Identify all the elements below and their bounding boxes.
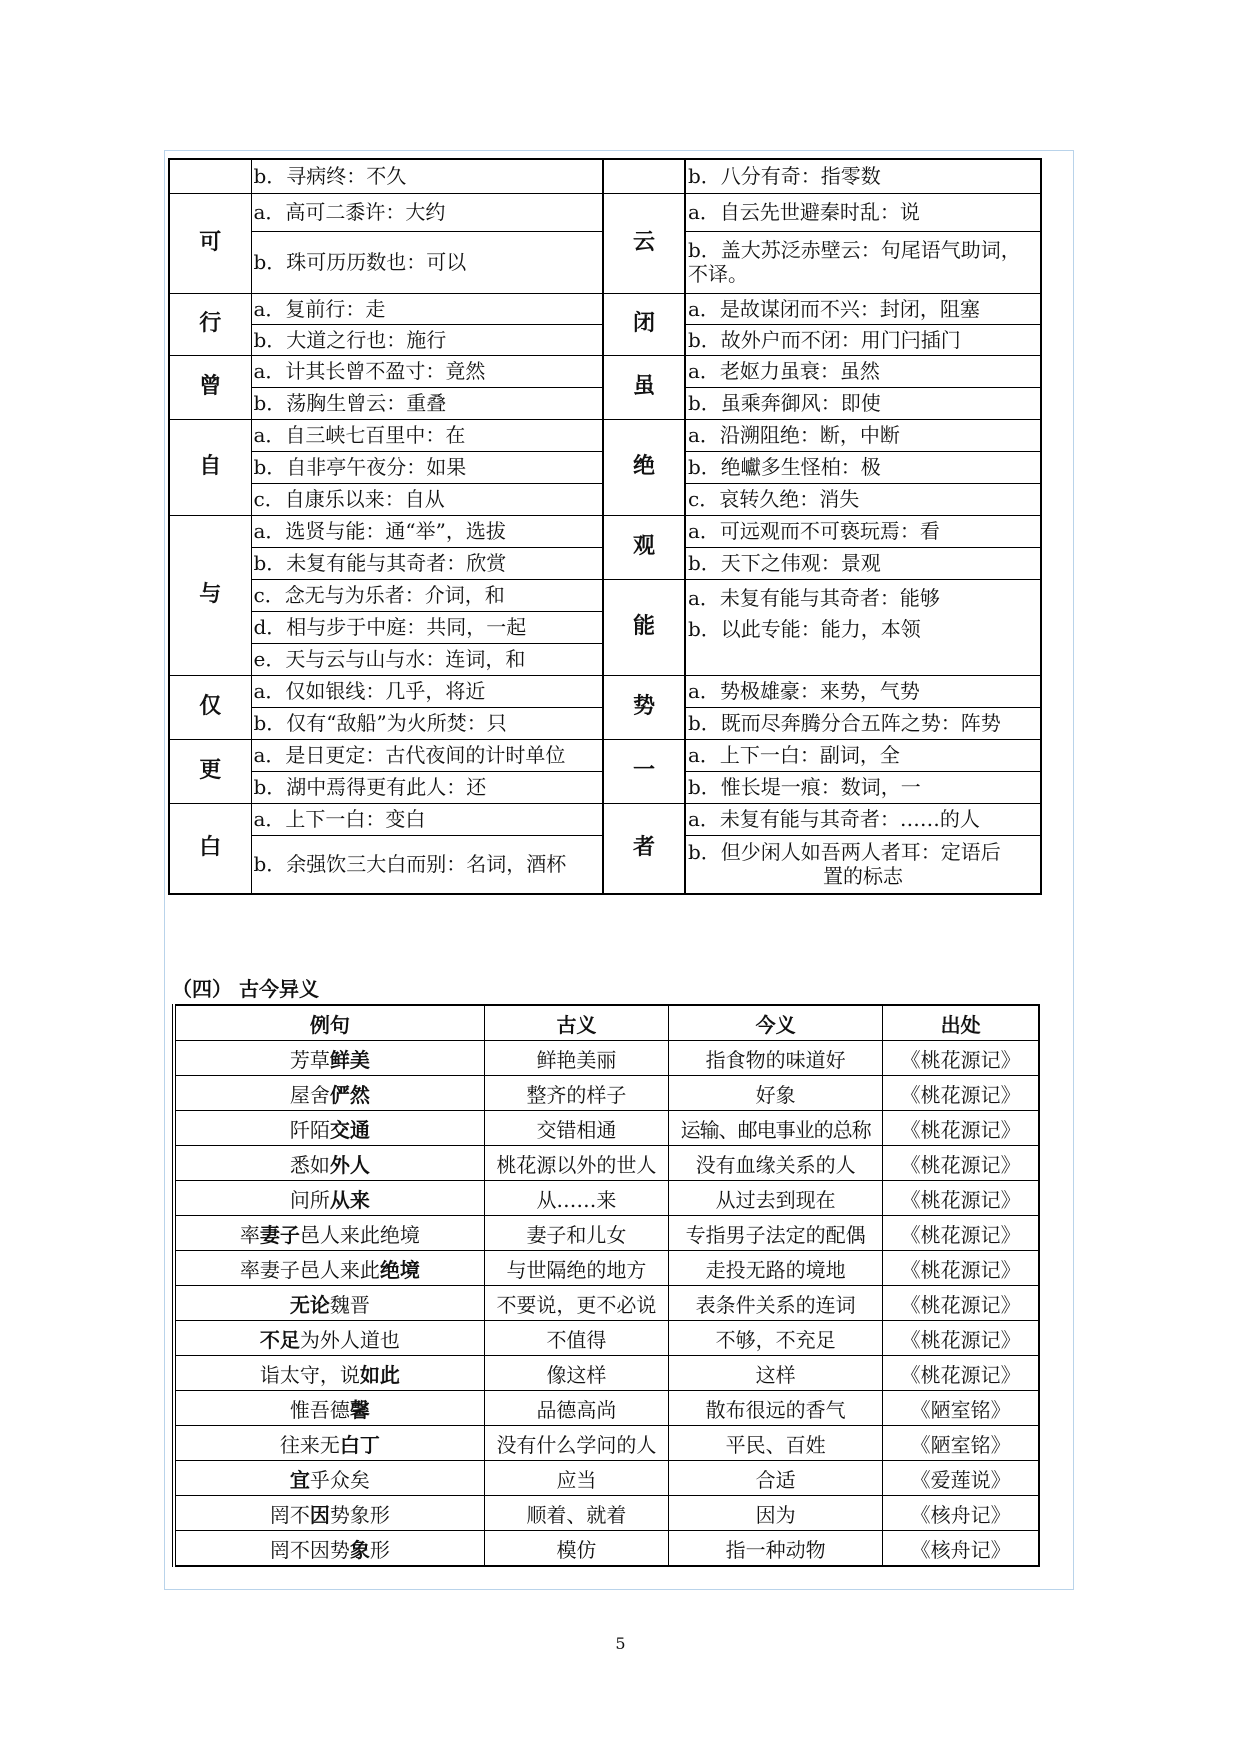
table-row [174,1286,1039,1321]
modern-meaning: 从过去到现在 [669,1181,883,1216]
word-sense-line: b．盖大苏泛赤壁云：句尾语气助词， [688,238,1021,262]
word-sense: a．是日更定：古代夜间的计时单位 [251,739,603,771]
modern-meaning: 指食物的味道好 [669,1041,883,1076]
modern-meaning: 合适 [669,1461,883,1496]
source: 《桃花源记》 [883,1286,1039,1321]
word-table-row [169,293,1041,324]
word-char: 更 [169,739,251,803]
word-sense: a．高可二黍许：大约 [251,193,603,231]
ancient-meaning: 与世隔绝的地方 [484,1251,668,1286]
table-row [174,1181,1039,1216]
word-table-row [169,355,1041,387]
example-sentence [174,1531,484,1567]
modern-meaning: 走投无路的境地 [669,1251,883,1286]
word-char: 能 [603,579,685,675]
word-sense: a．未复有能与其奇者：能够 [688,585,940,610]
example-sentence [174,1286,484,1321]
example-keyword: 白丁 [339,1432,380,1457]
ancient-meaning: 顺着、就着 [484,1496,668,1531]
example-sentence [174,1391,484,1426]
word-sense: b．绝巘多生怪柏：极 [685,451,1041,483]
word-char: 可 [169,193,251,293]
source: 《桃花源记》 [883,1356,1039,1391]
example-sentence [174,1111,484,1146]
word-char [169,159,251,193]
word-char: 闭 [603,293,685,355]
word-table-row [169,515,1041,547]
table-row [174,1496,1039,1531]
word-char: 势 [603,675,685,739]
word-table-row [169,159,1041,193]
example-sentence [174,1251,484,1286]
ancient-meaning: 鲜艳美丽 [484,1041,668,1076]
word-char: 行 [169,293,251,355]
example-sentence [174,1146,484,1181]
example-text: 魏晋 [329,1292,370,1317]
word-sense: e．天与云与山与水：连词，和 [251,643,603,675]
header-example: 例句 [174,1005,484,1041]
modern-meaning: 这样 [669,1356,883,1391]
word-sense: d．相与步于中庭：共同，一起 [251,611,603,643]
word-sense [685,835,1041,894]
word-sense: b．湖中焉得更有此人：还 [251,771,603,803]
example-keyword: 从来 [329,1187,370,1212]
example-keyword: 因 [309,1502,330,1527]
source: 《桃花源记》 [883,1181,1039,1216]
ancient-meaning: 交错相通 [484,1111,668,1146]
example-keyword: 无论 [289,1292,330,1317]
example-text: 罔不 [269,1502,310,1527]
table-row [174,1076,1039,1111]
modern-meaning: 因为 [669,1496,883,1531]
word-sense: b．珠可历历数也：可以 [251,231,603,293]
word-sense: b．仅有“敌船”为火所焚：只 [251,707,603,739]
source: 《核舟记》 [883,1531,1039,1567]
table-row [174,1216,1039,1251]
table-row [174,1461,1039,1496]
ancient-meaning: 妻子和儿女 [484,1216,668,1251]
word-sense: c．念无与为乐者：介词，和 [251,579,603,611]
source: 《核舟记》 [883,1496,1039,1531]
modern-meaning: 指一种动物 [669,1531,883,1567]
header-ancient: 古义 [484,1005,668,1041]
example-sentence [174,1321,484,1356]
example-text: 诣太守，说 [259,1362,360,1387]
word-sense: a．上下一白：变白 [251,803,603,835]
word-char: 者 [603,803,685,894]
example-keyword: 妻子 [259,1222,300,1247]
word-sense: a．选贤与能：通“举”，选拔 [251,515,603,547]
word-table-row [169,803,1041,835]
word-sense: a．计其长曾不盈寸：竟然 [251,355,603,387]
table-row [174,1356,1039,1391]
word-char: 与 [169,515,251,675]
ancient-meaning: 桃花源以外的世人 [484,1146,668,1181]
table-row [174,1321,1039,1356]
word-char [603,159,685,193]
source: 《陋室铭》 [883,1391,1039,1426]
word-table-row [169,675,1041,707]
word-sense: b．八分有奇：指零数 [685,159,1041,193]
example-sentence [174,1216,484,1251]
word-sense: a．上下一白：副词，全 [685,739,1041,771]
table-row [174,1111,1039,1146]
ancient-meaning: 没有什么学问的人 [484,1426,668,1461]
source: 《桃花源记》 [883,1251,1039,1286]
example-keyword: 交通 [329,1117,370,1142]
word-char: 仅 [169,675,251,739]
word-sense: a．老妪力虽衰：虽然 [685,355,1041,387]
example-sentence [174,1461,484,1496]
header-modern: 今义 [669,1005,883,1041]
example-text: 形 [369,1537,390,1562]
source: 《爱莲说》 [883,1461,1039,1496]
page-number: 5 [615,1634,626,1653]
source: 《桃花源记》 [883,1041,1039,1076]
word-char: 云 [603,193,685,293]
word-sense: b．自非亭午夜分：如果 [251,451,603,483]
example-text: 乎众矣 [309,1467,370,1492]
word-char: 观 [603,515,685,579]
word-sense: a．势极雄豪：来势，气势 [685,675,1041,707]
table-row [174,1146,1039,1181]
word-sense: b．余强饮三大白而别：名词，酒杯 [251,835,603,894]
ancient-meaning: 品德高尚 [484,1391,668,1426]
modern-meaning: 不够，不充足 [669,1321,883,1356]
header-source: 出处 [883,1005,1039,1041]
source: 《桃花源记》 [883,1076,1039,1111]
example-text: 问所 [289,1187,330,1212]
example-text: 势象形 [329,1502,390,1527]
example-sentence [174,1076,484,1111]
example-text: 惟吾德 [289,1397,350,1422]
ancient-meaning: 应当 [484,1461,668,1496]
example-keyword: 如此 [359,1362,400,1387]
source: 《桃花源记》 [883,1111,1039,1146]
modern-meaning: 没有血缘关系的人 [669,1146,883,1181]
source: 《桃花源记》 [883,1146,1039,1181]
word-meaning-table [168,158,1042,895]
word-sense: b．既而尽奔腾分合五阵之势：阵势 [685,707,1041,739]
word-sense: b．天下之伟观：景观 [685,547,1041,579]
example-text: 为外人道也 [299,1327,400,1352]
table-row [174,1531,1039,1567]
word-char: 绝 [603,419,685,515]
example-text: 屋舍 [289,1082,330,1107]
example-text: 芳草 [289,1047,330,1072]
example-keyword: 馨 [349,1397,370,1422]
word-sense: a．自三峡七百里中：在 [251,419,603,451]
word-sense [685,231,1041,293]
word-sense: b．寻病终：不久 [251,159,603,193]
word-char: 一 [603,739,685,803]
example-sentence [174,1496,484,1531]
word-char: 曾 [169,355,251,419]
example-keyword: 俨然 [329,1082,370,1107]
word-table-row [169,739,1041,771]
modern-meaning: 专指男子法定的配偶 [669,1216,883,1251]
example-sentence [174,1356,484,1391]
example-sentence [174,1041,484,1076]
example-keyword: 不足 [259,1327,300,1352]
word-sense: c．自康乐以来：自从 [251,483,603,515]
example-sentence [174,1181,484,1216]
example-sentence [174,1426,484,1461]
modern-meaning: 运输、邮电事业的总称 [669,1111,883,1146]
word-sense-line: 不译。 [688,262,748,286]
word-char: 白 [169,803,251,894]
example-text: 阡陌 [289,1117,330,1142]
word-sense: a．可远观而不可亵玩焉：看 [685,515,1041,547]
word-sense: a．自云先世避秦时乱：说 [685,193,1041,231]
ancient-meaning: 像这样 [484,1356,668,1391]
word-sense: b．故外户而不闭：用门闩插门 [685,324,1041,355]
word-table-row [169,419,1041,451]
table-header-row [174,1005,1039,1041]
word-char: 虽 [603,355,685,419]
ancient-modern-meaning-table [172,1004,1040,1567]
ancient-meaning: 整齐的样子 [484,1076,668,1111]
word-char: 自 [169,419,251,515]
ancient-meaning: 模仿 [484,1531,668,1567]
word-table-row [169,193,1041,231]
example-text: 往来无 [279,1432,340,1457]
word-sense: b．惟长堤一痕：数词，一 [685,771,1041,803]
example-keyword: 外人 [329,1152,370,1177]
example-keyword: 象 [349,1537,370,1562]
table-row [174,1041,1039,1076]
word-sense: a．复前行：走 [251,293,603,324]
word-sense: b．虽乘奔御风：即使 [685,387,1041,419]
example-text: 率妻子邑人来此 [239,1257,380,1282]
example-keyword: 鲜美 [329,1047,370,1072]
word-sense: a．仅如银线：几乎，将近 [251,675,603,707]
example-text: 罔不因势 [269,1537,350,1562]
section-heading: （四） 古今异义 [172,977,319,1001]
source: 《桃花源记》 [883,1321,1039,1356]
word-sense: b．大道之行也：施行 [251,324,603,355]
example-keyword: 绝境 [379,1257,420,1282]
word-sense: b．以此专能：能力，本领 [688,616,921,641]
ancient-meaning: 不要说，更不必说 [484,1286,668,1321]
example-keyword: 宜 [289,1467,310,1492]
word-sense-line: b．但少闲人如吾两人者耳：定语后 [688,840,1001,865]
source: 《桃花源记》 [883,1216,1039,1251]
modern-meaning: 表条件关系的连词 [669,1286,883,1321]
word-sense: b．荡胸生曾云：重叠 [251,387,603,419]
ancient-meaning: 从……来 [484,1181,668,1216]
source: 《陋室铭》 [883,1426,1039,1461]
example-text: 率 [239,1222,260,1247]
modern-meaning: 平民、百姓 [669,1426,883,1461]
example-text: 悉如 [289,1152,330,1177]
word-sense: a．是故谋闭而不兴：封闭，阻塞 [685,293,1041,324]
table-row [174,1426,1039,1461]
modern-meaning: 散布很远的香气 [669,1391,883,1426]
example-text: 邑人来此绝境 [299,1222,420,1247]
word-sense-line: 置的标志 [823,864,903,889]
modern-meaning: 好象 [669,1076,883,1111]
word-table-row [169,579,1041,611]
table-row [174,1391,1039,1426]
word-sense: a．未复有能与其奇者：……的人 [685,803,1041,835]
table-row [174,1251,1039,1286]
ancient-meaning: 不值得 [484,1321,668,1356]
word-sense: a．沿溯阻绝：断，中断 [685,419,1041,451]
word-sense: b．未复有能与其奇者：欣赏 [251,547,603,579]
word-sense: c．哀转久绝：消失 [685,483,1041,515]
word-sense-group [685,579,1041,675]
